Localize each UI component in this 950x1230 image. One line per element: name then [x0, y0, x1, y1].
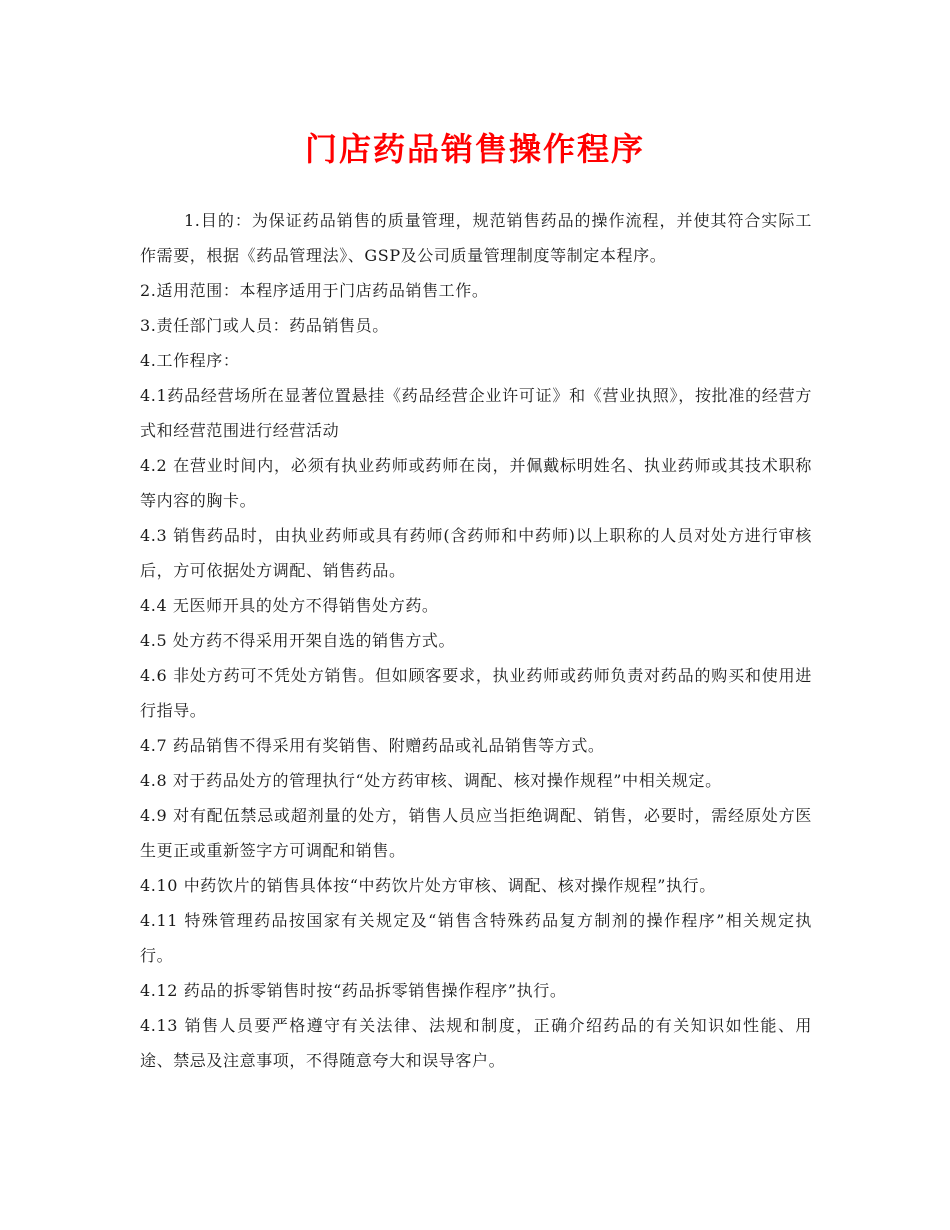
- paragraph-4-8: 4.8 对于药品处方的管理执行“处方药审核、调配、核对操作规程”中相关规定。: [140, 771, 722, 790]
- paragraph-4-9: 4.9 对有配伍禁忌或超剂量的处方，销售人员应当拒绝调配、销售，必要时，需经原处方医生更正或重新签字方可调配和销售。: [140, 806, 812, 860]
- paragraph-4-4: 4.4 无医师开具的处方不得销售处方药。: [140, 596, 439, 615]
- paragraph-4-1: 4.1药品经营场所在显著位置悬挂《药品经营企业许可证》和《营业执照》，按批准的经营方式和经营范围进行经营活动: [140, 386, 812, 440]
- paragraph-4-2: 4.2 在营业时间内，必须有执业药师或药师在岗，并佩戴标明姓名、执业药师或其技术职称等内容的胸卡。: [140, 456, 812, 510]
- paragraph-4-10: 4.10 中药饮片的销售具体按“中药饮片处方审核、调配、核对操作规程”执行。: [140, 876, 716, 895]
- paragraph-scope: 2.适用范围：本程序适用于门店药品销售工作。: [140, 281, 489, 300]
- paragraph-procedure-heading: 4.工作程序：: [140, 351, 240, 370]
- paragraph-4-12: 4.12 药品的拆零销售时按“药品拆零销售操作程序”执行。: [140, 981, 567, 1000]
- document-title: 门店药品销售操作程序: [304, 130, 645, 168]
- paragraph-4-7: 4.7 药品销售不得采用有奖销售、附赠药品或礼品销售等方式。: [140, 736, 605, 755]
- paragraph-4-13: 4.13 销售人员要严格遵守有关法律、法规和制度，正确介绍药品的有关知识如性能、用途、禁忌及注意事项，不得随意夸大和误导客户。: [140, 1016, 812, 1070]
- paragraph-4-6: 4.6 非处方药可不凭处方销售。但如顾客要求，执业药师或药师负责对药品的购买和使用进行指导。: [140, 666, 812, 720]
- paragraph-4-5: 4.5 处方药不得采用开架自选的销售方式。: [140, 631, 456, 650]
- paragraph-purpose: 1.目的：为保证药品销售的质量管理，规范销售药品的操作流程，并使其符合实际工作需要，根据《药品管理法》、GSP及公司质量管理制度等制定本程序。: [140, 211, 812, 265]
- document-body: [140, 203, 812, 1078]
- paragraph-4-11: 4.11 特殊管理药品按国家有关规定及“销售含特殊药品复方制剂的操作程序”相关规定执行。: [140, 911, 812, 965]
- paragraph-responsibility: 3.责任部门或人员：药品销售员。: [140, 316, 389, 335]
- paragraph-4-3: 4.3 销售药品时，由执业药师或具有药师(含药师和中药师)以上职称的人员对处方进行审核后，方可依据处方调配、销售药品。: [140, 526, 812, 580]
